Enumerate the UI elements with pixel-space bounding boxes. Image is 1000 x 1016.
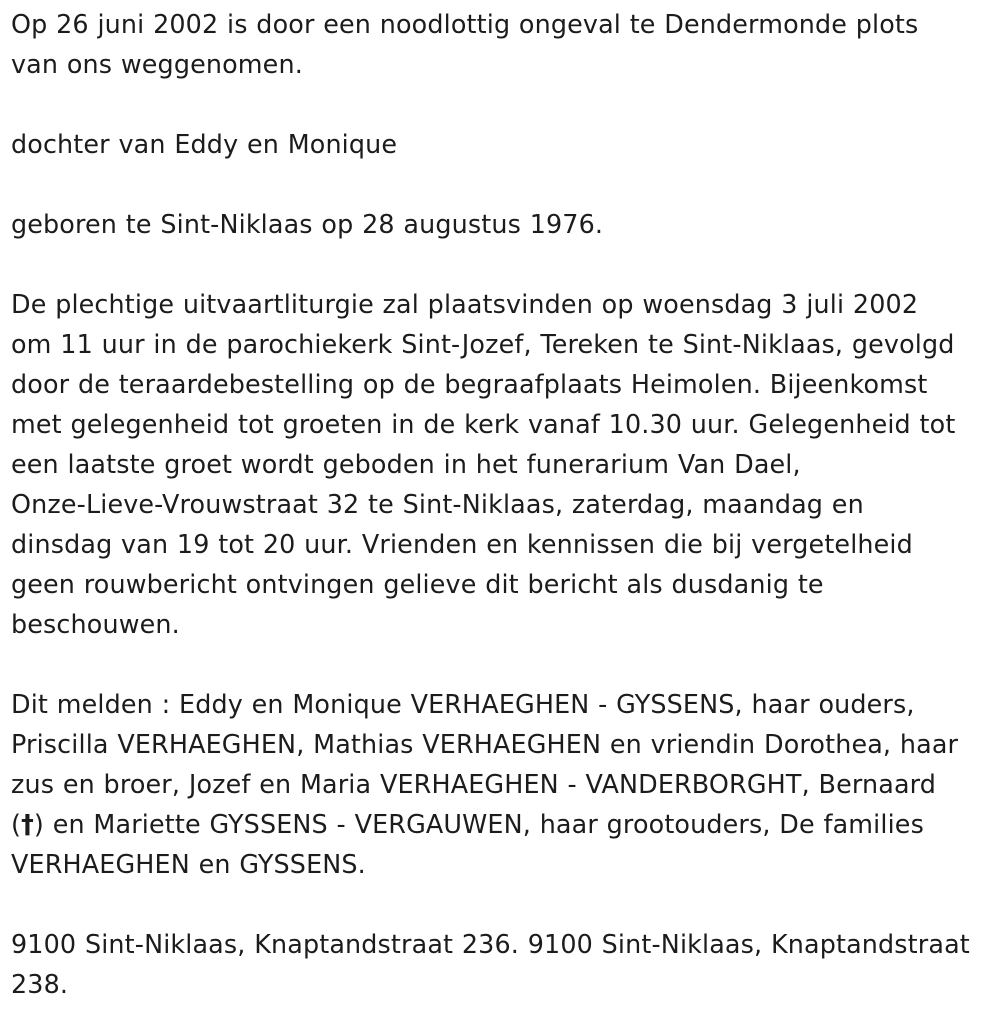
family-text-part-1: Dit melden : Eddy en Monique VERHAEGHEN - GYSSENS, haar ouders, Priscilla VERHAEGHEN, Mathias VERHAEGHEN en vriendin Dorothea, haar zus en broer, Jozef en Maria VERHAEGHEN - VANDERBORGHT, Bernaard ( [11, 689, 959, 839]
funeral-details-paragraph: De plechtige uitvaartliturgie zal plaatsvinden op woensdag 3 juli 2002 om 11 uur in de parochiekerk Sint-Jozef, Tereken te Sint-Niklaas, gevolgd door de teraardebestelling op de begraafplaats Heimolen. Bijeenkomst met gelegenheid tot groeten in de kerk vanaf 10.30 uur. Gelegenheid tot een laatste groet wordt geboden in het funerarium Van Dael, Onze-Lieve-Vrouwstraat 32 te Sint-Niklaas, zaterdag, maandag en dinsdag van 19 tot 20 uur. Vrienden en kennissen die bij vergetelheid geen rouwbericht ontvingen gelieve dit bericht als dusdanig te beschouwen. [11, 289, 956, 639]
family-announcement-paragraph [11, 684, 992, 884]
parents-paragraph: dochter van Eddy en Monique [11, 129, 398, 159]
birth-paragraph: geboren te Sint-Niklaas op 28 augustus 1976. [11, 209, 604, 239]
cross-icon: † [21, 809, 34, 839]
address-paragraph: 9100 Sint-Niklaas, Knaptandstraat 236. 9100 Sint-Niklaas, Knaptandstraat 238. [11, 929, 970, 999]
death-announcement-paragraph: Op 26 juni 2002 is door een noodlottig ongeval te Dendermonde plots van ons weggenomen. [11, 9, 919, 79]
family-text-part-2: ) en Mariette GYSSENS - VERGAUWEN, haar grootouders, De families VERHAEGHEN en GYSSENS. [11, 809, 924, 879]
